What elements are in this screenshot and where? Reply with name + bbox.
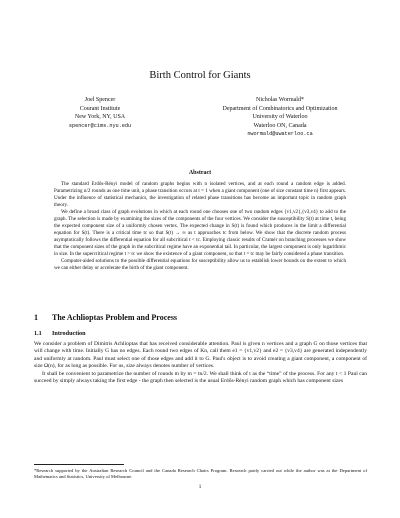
author-institution: University of Waterloo — [252, 114, 308, 121]
author-name: Nicholas Wormald* — [256, 97, 304, 103]
section-title: The Achlioptas Problem and Process — [52, 313, 178, 322]
abstract-paragraph: The standard Erdős-Rényi model of random graphs begins with n isolated vertices, and at each round a random edge is added. Parametrizing n/2 rounds as one time unit, a phase transition occurs at t = 1 when a giant component (one of size constant time n) first appears. Under the influence of statistical mechanics, the investigation of related phase transitions has become an important topic in random graph theory. — [54, 181, 346, 208]
author-affiliation: Department of Combinatorics and Optimization — [222, 105, 338, 112]
subsection-number: 1.1 — [34, 330, 42, 337]
abstract-paragraph: We define a broad class of graph evolutions in which at each round one chooses one of two random edges {v1,v2},{v3,v4} to add to the graph. The selection is made by examining the sizes of the components of the four vertices. We consider the susceptibility S(t) at time t, being the expected component size of a uniformly chosen vertex. The expected change in S(t) is found which produces in the limit a differential equation for S(t). There is a critical time tc so that S(t) → ∞ as t approaches tc from below. We show that the discrete random process asymptotically follows the differential equation for all subcritical t < tc. Employing classic results of Cramér on branching processes we show that the component sizes of the graph in the subcritical regime have an exponential tail. In particular, the largest component is only logarithmic in size. In the supercritical regime t > tc we show the existence of a giant component, so that t = tc may be fairly considered a phase transition. — [54, 209, 346, 257]
abstract-heading: Abstract — [188, 170, 212, 176]
abstract-paragraph: Computer-aided solutions to the possible differential equations for susceptibility allow us to establish lower bounds on the extent to which we can either delay or accelerate the birth of the giant component. — [54, 257, 346, 271]
page-number: 1 — [198, 484, 202, 490]
author-name: Joel Spencer — [84, 97, 116, 103]
author-location: Waterloo ON, Canada — [253, 122, 307, 129]
abstract — [54, 181, 346, 272]
footnote: *Research supported by the Australian Research Council and the Canada Research Chairs Program. Research partly carried out while the author was at the Department of Mathematics and Statistics, University of Melbourne. — [34, 468, 367, 479]
section-body — [34, 341, 367, 386]
body-paragraph: It shall be convenient to parametrize the number of rounds m by m = tn/2. We shall think of t as the “time” of the process. For any t < 1 Paul can succeed by simply always taking the first edge - the graph then selected is the usual Erdős-Rényi random graph which has component sizes — [34, 370, 367, 385]
author-block-2 — [222, 96, 338, 139]
author-affiliation: Courant Institute — [79, 105, 121, 112]
subsection-title: Introduction — [52, 330, 86, 337]
subsection-heading — [34, 330, 86, 337]
author-email: nwormald@uwaterloo.ca — [247, 131, 313, 138]
section-heading — [34, 313, 177, 322]
body-paragraph: We consider a problem of Dimitris Achlioptas that has received considerable attention. Paul is given n vertices and a graph G on those vertices that will change with time. Initially G has no edges. Each round two edges of Kn, call them e1 = {v1,v2} and e2 = {v3,v4} are generated independently and uniformly at random. Paul must select one of those edges and add it to G. Paul's object is to avoid creating a giant component, a component of size Ω(n), for as long as possible. For us, size always denotes number of vertices. — [34, 341, 367, 370]
section-number: 1 — [34, 313, 38, 322]
author-block-1 — [52, 96, 148, 130]
paper-title: Birth Control for Giants — [149, 70, 251, 81]
footnote-rule — [34, 464, 124, 465]
author-location: New York, NY, USA — [74, 114, 126, 121]
author-email: spencer@cims.nyu.edu — [68, 122, 132, 129]
